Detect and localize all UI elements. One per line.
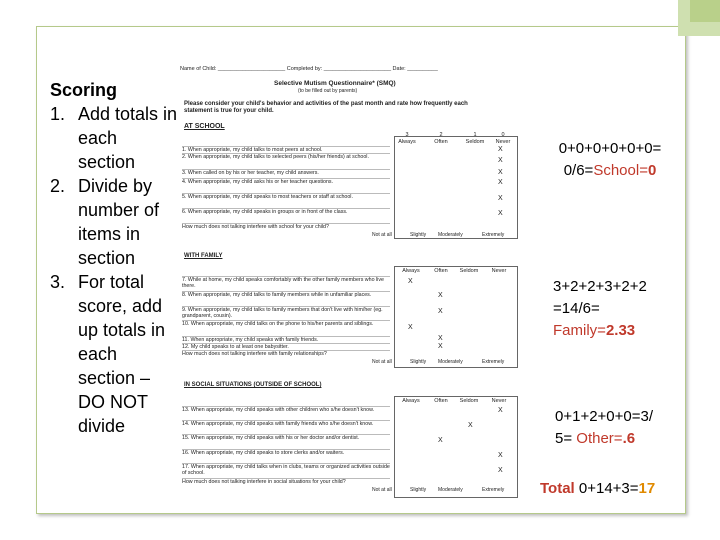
question-row: 4. When appropriate, my child asks his or her teacher questions. [182,178,390,185]
school-total: 0+0+0+0+0+0= 0/6=School=0 [558,140,662,179]
scale-label: Extremely [482,487,505,493]
questionnaire-image [178,56,518,498]
questionnaire-subtitle: (to be filled out by parents) [298,88,358,94]
grand-total: Total 0+14+3=17 [540,480,656,497]
col-header: Seldom [465,139,485,145]
scale-label: Slightly [410,232,427,238]
question-row: 10. When appropriate, my child talks on the phone to his/her parents and siblings. [182,320,390,327]
question-row: How much does not talking interfere with school for your child? [182,223,390,230]
question-row: 13. When appropriate, my child speaks with other children who s/he doesn't know. [182,406,390,413]
col-header: Often [434,268,448,274]
questionnaire-instructions: Please consider your child's behavior and activities of the past month and rate how frequently each statement is true for your child. [184,101,468,114]
section-title-family: WITH FAMILY [184,253,223,259]
col-header: Seldom [459,398,479,404]
col-header: Always [402,398,420,404]
scale-label: Not at all [372,232,392,238]
answer-mark: X [438,308,443,315]
question-row: 2. When appropriate, my child talks to selected peers (his/her friends) at school. [182,153,390,160]
col-num: 2 [439,132,443,138]
answer-mark: X [498,169,503,176]
answer-mark: X [438,335,443,342]
question-row: 12. My child speaks to at least one babysitter. [182,343,390,350]
answer-mark: X [438,343,443,350]
scoring-step: 3. For total score, add up totals in each section – DO NOT divide [50,272,166,436]
col-header: Always [402,268,420,274]
scoring-title: Scoring [50,80,118,100]
question-row: How much does not talking interfere in social situations for your child? [182,478,390,485]
scale-label: Not at all [372,359,392,365]
answer-mark: X [498,452,503,459]
question-row: 8. When appropriate, my child talks to family members while in unfamiliar places. [182,291,390,298]
answer-mark: X [498,179,503,186]
answer-mark: X [498,195,503,202]
question-row: 9. When appropriate, my child talks to family members that don't live with him/her (eg. grandparent, cousin). [182,306,390,319]
table-border [394,266,518,368]
answer-mark: X [498,157,503,164]
col-header: Always [398,139,416,145]
col-header: Often [434,398,448,404]
scoring-steps [50,102,178,438]
col-header: Seldom [459,268,479,274]
answer-mark: X [498,210,503,217]
corner-decoration-inner [690,0,720,22]
scale-label: Slightly [410,359,427,365]
answer-mark: X [468,422,473,429]
scale-label: Slightly [410,487,427,493]
col-header: Never [491,268,507,274]
question-row: 1. When appropriate, my child talks to most peers at school. [182,146,390,153]
scoring-step: 1. Add totals in each section [50,104,178,172]
col-num: 0 [501,132,505,138]
table-border [394,136,518,239]
scale-label: Extremely [482,232,505,238]
scale-label: Not at all [372,487,392,493]
scale-label: Moderately [438,232,463,238]
question-row: 7. While at home, my child speaks comfortably with the other family members who live there. [182,276,390,289]
table-border [394,396,518,498]
scoring-instructions [50,78,178,438]
col-num: 3 [405,132,409,138]
answer-mark: X [498,407,503,414]
question-row: How much does not talking interfere with family relationships? [182,350,390,357]
col-header: Never [495,139,511,145]
question-row: 3. When called on by his or her teacher, my child answers. [182,169,390,176]
questionnaire-title: Selective Mutism Questionnaire* (SMQ) [274,80,396,87]
section-title-school: AT SCHOOL [184,123,225,130]
col-num: 1 [473,132,477,138]
question-row: 15. When appropriate, my child speaks with his or her doctor and/or dentist. [182,434,390,441]
question-row: 11. When appropriate, my child speaks with family friends. [182,336,390,343]
other-total: 0+1+2+0+0=3/ 5= Other=.6 [555,408,654,447]
scale-label: Moderately [438,487,463,493]
answer-mark: X [408,278,413,285]
scoring-step: 2. Divide by number of items in section [50,176,160,268]
question-row: 14. When appropriate, my child speaks with family friends who s/he doesn't know. [182,420,390,427]
question-row: 5. When appropriate, my child speaks to most teachers or staff at school. [182,193,390,200]
col-header: Never [491,398,507,404]
name-line: Name of Child: ______________________ Completed by: ______________________ Date: __________ [180,66,438,72]
scale-label: Extremely [482,359,505,365]
question-row: 17. When appropriate, my child talks when in clubs, teams or organized activities outside of school. [182,464,390,477]
answer-mark: X [438,437,443,444]
answer-mark: X [498,146,503,153]
answer-mark: X [438,292,443,299]
answer-mark: X [408,324,413,331]
col-header: Often [434,139,448,145]
question-row: 6. When appropriate, my child speaks in groups or in front of the class. [182,208,390,215]
answer-mark: X [498,467,503,474]
question-row: 16. When appropriate, my child speaks to store clerks and/or waiters. [182,449,390,456]
section-title-social: IN SOCIAL SITUATIONS (OUTSIDE OF SCHOOL) [184,382,322,388]
scale-label: Moderately [438,359,463,365]
family-total: 3+2+2+3+2+2 =14/6= Family=2.33 [553,278,647,339]
